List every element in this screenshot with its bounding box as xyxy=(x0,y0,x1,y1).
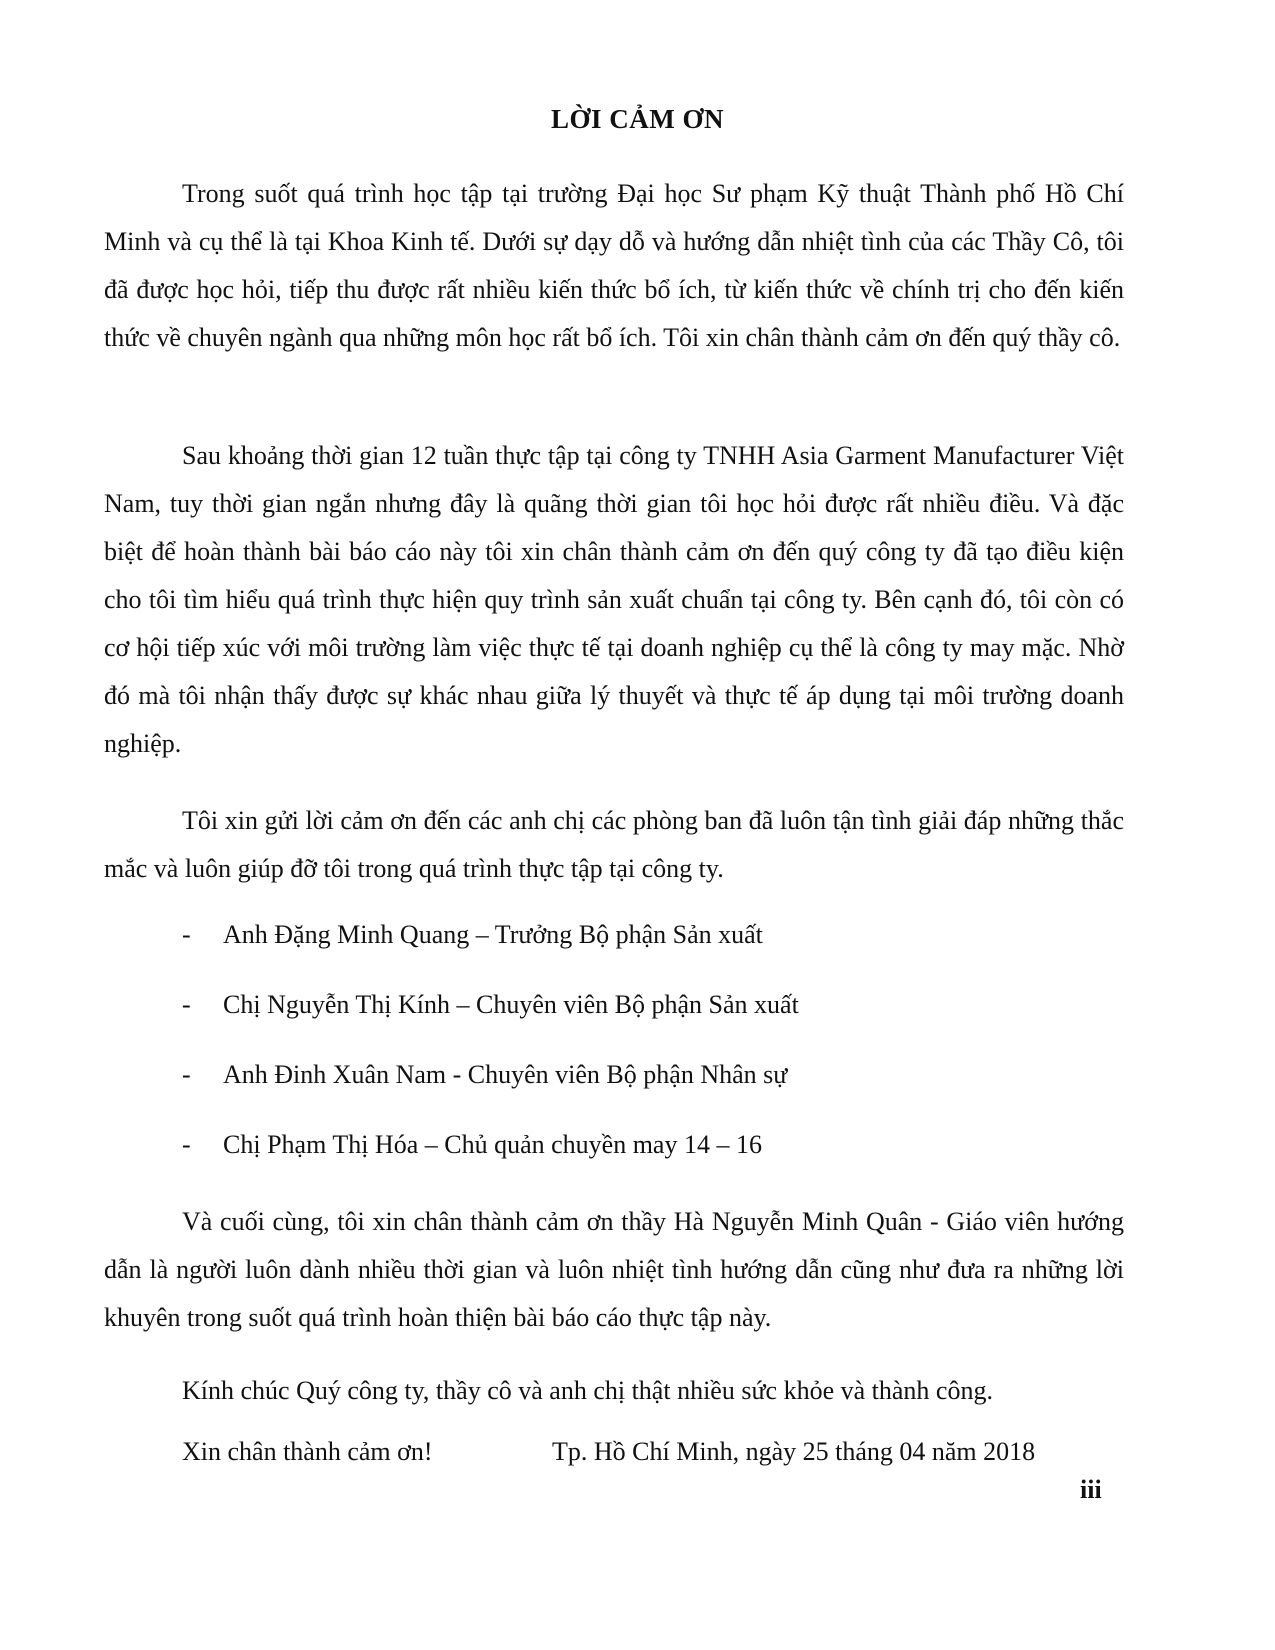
paragraph-wishes: Kính chúc Quý công ty, thầy cô và anh chị thật nhiều sức khỏe và thành công. xyxy=(182,1376,993,1405)
list-item-text: Chị Phạm Thị Hóa – Chủ quản chuyền may 14 – 16 xyxy=(223,1130,762,1159)
paragraph-departments: Tôi xin gửi lời cảm ơn đến các anh chị các phòng ban đã luôn tận tình giải đáp những thắc mắc và luôn giúp đỡ tôi trong quá trình thực tập tại công ty. xyxy=(104,806,1124,883)
page-title: LỜI CẢM ƠN xyxy=(551,104,724,134)
list-item-text: Anh Đặng Minh Quang – Trưởng Bộ phận Sản xuất xyxy=(223,920,763,949)
paragraph-study: Trong suốt quá trình học tập tại trường Đại học Sư phạm Kỹ thuật Thành phố Hồ Chí Minh và cụ thể là tại Khoa Kinh tế. Dưới sự dạy dỗ và hướng dẫn nhiệt tình của các Thầy Cô, tôi đã được học hỏi, tiếp thu được rất nhiều kiến thức bổ ích, từ kiến thức về chính trị cho đến kiến thức về chuyên ngành qua những môn học rất bổ ích. Tôi xin chân thành cảm ơn đến quý thầy cô. xyxy=(104,179,1124,352)
page-number: iii xyxy=(1080,1475,1102,1504)
list-item-text: Anh Đinh Xuân Nam - Chuyên viên Bộ phận Nhân sự xyxy=(223,1060,788,1089)
list-item-text: Chị Nguyễn Thị Kính – Chuyên viên Bộ phận Sản xuất xyxy=(223,990,799,1019)
dash-bullet: - xyxy=(182,920,191,949)
paragraph-advisor: Và cuối cùng, tôi xin chân thành cảm ơn thầy Hà Nguyễn Minh Quân - Giáo viên hướng dẫn là người luôn dành nhiều thời gian và luôn nhiệt tình hướng dẫn cũng như đưa ra những lời khuyên trong suốt quá trình hoàn thiện bài báo cáo thực tập này. xyxy=(104,1207,1124,1332)
dash-bullet: - xyxy=(182,990,191,1019)
list-item xyxy=(0,1055,1275,1095)
dash-bullet: - xyxy=(182,1130,191,1159)
paragraph-internship: Sau khoảng thời gian 12 tuần thực tập tại công ty TNHH Asia Garment Manufacturer Việt Nam, tuy thời gian ngắn nhưng đây là quãng thời gian tôi học hỏi được rất nhiều điều. Và đặc biệt để hoàn thành bài báo cáo này tôi xin chân thành cảm ơn đến quý công ty đã tạo điều kiện cho tôi tìm hiểu quá trình thực hiện quy trình sản xuất chuẩn tại công ty. Bên cạnh đó, tôi còn có cơ hội tiếp xúc với môi trường làm việc thực tế tại doanh nghiệp cụ thể là công ty may mặc. Nhờ đó mà tôi nhận thấy được sự khác nhau giữa lý thuyết và thực tế áp dụng tại môi trường doanh nghiệp. xyxy=(104,441,1124,758)
closing-thanks: Xin chân thành cảm ơn! xyxy=(182,1437,433,1466)
list-item xyxy=(0,1125,1275,1165)
list-item xyxy=(0,915,1275,955)
dash-bullet: - xyxy=(182,1060,191,1089)
list-item xyxy=(0,985,1275,1025)
place-date: Tp. Hồ Chí Minh, ngày 25 tháng 04 năm 2018 xyxy=(552,1437,1036,1466)
